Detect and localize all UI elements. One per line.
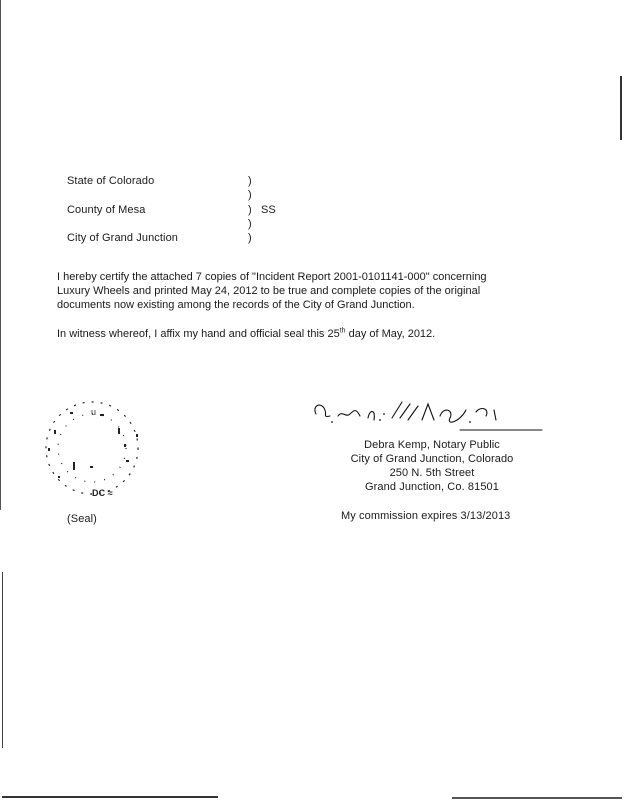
venue-bracket-1: ): [248, 175, 252, 187]
scan-edge-left-top: [0, 0, 1, 510]
signatory-street: 250 N. 5th Street: [389, 467, 475, 479]
witness-before: In witness whereof, I affix my hand and official seal this 25: [57, 328, 340, 340]
signatory-name-title: Debra Kemp, Notary Public: [364, 439, 500, 451]
scan-edge-bottom-left: [2, 796, 218, 798]
signature-image: [310, 396, 550, 436]
seal-label: (Seal): [67, 513, 97, 525]
certification-line-3: documents now existing among the records of the City of Grand Junction.: [57, 299, 415, 311]
venue-bracket-4: ): [248, 218, 252, 230]
venue-bracket-5: ): [248, 232, 252, 244]
witness-statement: [57, 327, 557, 341]
county-label: County of Mesa: [67, 204, 146, 216]
certification-line-2: Luxury Wheels and printed May 24, 2012 to be true and complete copies of the original: [57, 285, 481, 297]
certification-line-1: I hereby certify the attached 7 copies of "Incident Report 2001-0101141-000" concerning: [57, 271, 487, 283]
venue-bracket-2: ): [248, 189, 252, 201]
witness-after: day of May, 2012.: [345, 328, 436, 340]
venue-bracket-3: ): [248, 204, 252, 216]
seal-fragment-top: u: [91, 407, 97, 417]
signatory-organization: City of Grand Junction, Colorado: [350, 453, 514, 465]
scan-edge-right: [620, 76, 622, 140]
signatory-city-zip: Grand Junction, Co. 81501: [365, 481, 499, 493]
state-label: State of Colorado: [67, 175, 155, 187]
commission-expiry: My commission expires 3/13/2013: [341, 510, 511, 522]
certification-paragraph: [57, 270, 557, 312]
witness-ordinal: th: [339, 327, 346, 335]
ss-label: SS: [261, 204, 276, 216]
scan-edge-bottom-right: [452, 797, 622, 799]
scan-edge-left-bottom: [2, 572, 3, 748]
city-label: City of Grand Junction: [67, 232, 179, 244]
seal-fragment-bottom: DC ≈: [92, 488, 113, 498]
